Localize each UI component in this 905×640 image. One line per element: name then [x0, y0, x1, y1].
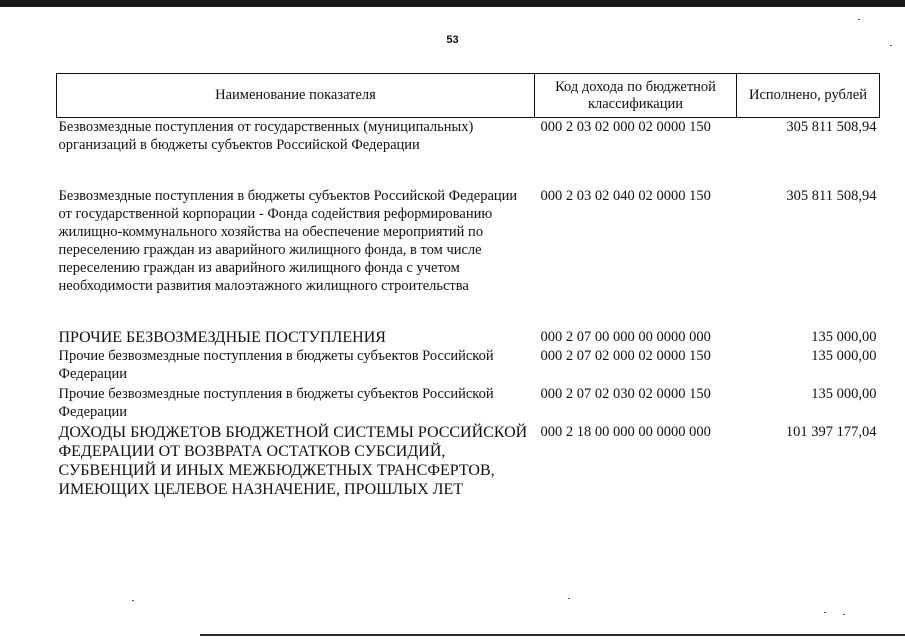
header-revenue-code: Код дохода по бюджетной классификации	[535, 74, 737, 118]
row-amount: 135 000,00	[811, 386, 877, 402]
header-indicator-name: Наименование показателя	[57, 74, 535, 118]
row-code: 000 2 18 00 000 00 0000 000	[540, 424, 711, 440]
row-code: 000 2 07 02 030 02 0000 150	[540, 386, 711, 402]
scan-speck	[858, 19, 860, 20]
page-number: 53	[446, 34, 459, 46]
row-code: 000 2 03 02 000 02 0000 150	[540, 119, 711, 135]
scan-bottom-border	[200, 634, 905, 636]
table-row	[57, 385, 880, 423]
row-amount: 305 811 508,94	[786, 119, 877, 135]
row-amount: 101 397 177,04	[785, 424, 877, 440]
table-row	[57, 347, 880, 385]
table-header-row	[57, 74, 880, 118]
row-code: 000 2 03 02 040 02 0000 150	[540, 188, 711, 204]
row-name: Прочие безвозмездные поступления в бюджеты субъектов Российской Федерации	[58, 386, 494, 420]
scan-speck	[824, 612, 826, 613]
scan-top-border	[0, 0, 905, 7]
table-row	[57, 187, 880, 328]
header-executed-amount: Исполнено, рублей	[737, 74, 880, 118]
table-row	[57, 118, 880, 188]
row-amount: 305 811 508,94	[786, 188, 877, 204]
row-name: Безвозмездные поступления от государственных (муниципальных) организаций в бюджеты субъектов Российской Федерации	[58, 119, 474, 153]
row-code: 000 2 07 02 000 02 0000 150	[540, 348, 711, 364]
table-row	[57, 328, 880, 347]
row-name: Прочие безвозмездные поступления в бюджеты субъектов Российской Федерации	[58, 348, 494, 382]
row-amount: 135 000,00	[811, 348, 877, 364]
revenue-table	[56, 73, 880, 499]
scan-speck	[132, 600, 134, 601]
scan-speck	[890, 45, 892, 46]
row-name: Безвозмездные поступления в бюджеты субъектов Российской Федерации от государственной корпорации - Фонда содействия реформированию жилищно-коммунального хозяйства на обеспечение мероприятий по переселению граждан из аварийного жилищного фонда, в том числе переселению граждан из аварийного жилищного фонда с учетом необходимости развития малоэтажного жилищного строительства	[58, 188, 518, 294]
scan-speck	[843, 614, 845, 615]
row-amount: 135 000,00	[811, 329, 877, 345]
row-code: 000 2 07 00 000 00 0000 000	[540, 329, 711, 345]
row-name: ПРОЧИЕ БЕЗВОЗМЕЗДНЫЕ ПОСТУПЛЕНИЯ	[58, 329, 386, 346]
table-row	[57, 423, 880, 499]
row-name: ДОХОДЫ БЮДЖЕТОВ БЮДЖЕТНОЙ СИСТЕМЫ РОССИЙСКОЙ ФЕДЕРАЦИИ ОТ ВОЗВРАТА ОСТАТКОВ СУБСИДИЙ, СУБВЕНЦИЙ И ИНЫХ МЕЖБЮДЖЕТНЫХ ТРАНСФЕРТОВ, ИМЕЮЩИХ ЦЕЛЕВОЕ НАЗНАЧЕНИЕ, ПРОШЛЫХ ЛЕТ	[58, 424, 528, 498]
scan-speck	[568, 598, 570, 599]
